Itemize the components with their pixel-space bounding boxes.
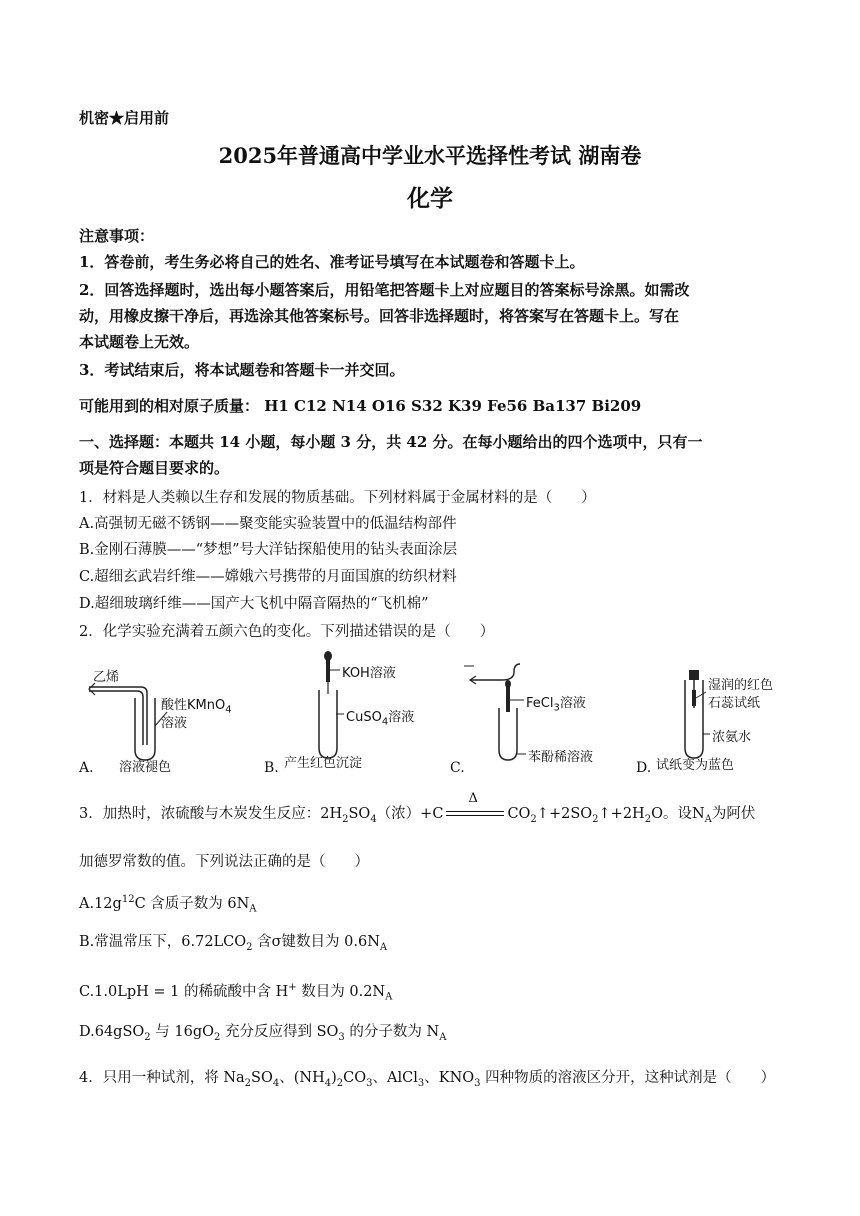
q3-option-a: $A.12g^{12}C$ 含质子数为 $6N_A$ [79, 894, 257, 915]
fig-a-reagent-label-2: 溶液 [161, 716, 188, 731]
reaction-arrow [446, 791, 504, 821]
notice-item-2-cont: 动，用橡皮擦干净后，再选涂其他答案标号。回答非选择题时，将答案写在答题卡上。写在 [79, 307, 680, 325]
q1-option-c: C.超细玄武岩纤维——嫦娥六号携带的月面国旗的纺织材料 [79, 569, 457, 585]
subject-title: 化学 [407, 185, 453, 212]
q3-option-c: C.1.0LpH = 1 的稀硫酸中含 H+ 数目为 $0.2N_A$ [79, 982, 393, 1003]
q1-option-b: B.金刚石薄膜——“梦想”号大洋钻探船使用的钻头表面涂层 [79, 542, 458, 558]
fig-b-result-label: 产生红色沉淀 [284, 756, 363, 771]
fig-c-phenol-label: 苯酚稀溶液 [528, 750, 594, 765]
notice-item-2: 2．回答选择题时，选出每小题答案后，用铅笔把答题卡上对应题目的答案标号涂黑。如需改 [79, 281, 690, 299]
q2-stem: 2．化学实验充满着五颜六色的变化。下列描述错误的是（ ） [79, 624, 495, 640]
q4-stem: 4．只用一种试剂，将 $Na_2SO_4$、$(NH_4)_2CO_3$、AlCl$_3$、$KNO_3$ 四种物质的溶液区分开，这种试剂是（ ） [79, 1070, 776, 1089]
q2-figure-d [636, 650, 806, 780]
q2-figure-b [264, 650, 444, 780]
section-heading: 一、选择题：本题共 14 小题，每小题 3 分，共 42 分。在每小题给出的四个选项中，只有一 [79, 433, 703, 451]
q1-option-a: A.高强韧无磁不锈钢——聚变能实验装置中的低温结构部件 [79, 516, 457, 532]
q3-option-b: B.常温常压下，$6.72LCO_2$ 含σ键数目为 $0.6N_A$ [79, 934, 388, 953]
fig-a-reagent-label: 酸性KMnO$_4$ [161, 698, 232, 716]
fig-b-koh-label: KOH溶液 [342, 666, 396, 681]
fig-d-ammonia-label: 浓氨水 [712, 730, 752, 745]
exam-title: 2025年普通高中学业水平选择性考试 湖南卷 [218, 143, 642, 168]
fig-d-paper-label: 湿润的红色 [708, 678, 774, 693]
confidential-mark: 机密★启用前 [79, 109, 170, 127]
atomic-masses: 可能用到的相对原子质量： H1 C12 N14 O16 S32 K39 Fe56 Ba137 Bi209 [79, 397, 642, 415]
q3-option-d: D.64gSO$_2$ 与 $16gO_2$ 充分反应得到 $SO_3$ 的分子数为 $N_A$ [79, 1024, 447, 1043]
notice-item-1: 1．答卷前，考生务必将自己的姓名、准考证号填写在本试题卷和答题卡上。 [79, 253, 585, 271]
fig-c-fecl3-label: FeCl$_3$溶液 [526, 696, 586, 714]
q3-stem-cont: 加德罗常数的值。下列说法正确的是（ ） [79, 854, 369, 870]
fig-b-letter: B. [264, 760, 279, 776]
fig-d-paper-label-2: 石蕊试纸 [708, 696, 761, 711]
q2-figure-c [450, 650, 640, 780]
section-heading-cont: 项是符合题目要求的。 [79, 459, 230, 477]
fig-a-gas-label: 乙烯 [93, 670, 120, 685]
q2-figure-a [79, 650, 249, 780]
fig-c-letter: C. [450, 760, 465, 776]
q1-option-d: D.超细玻璃纤维——国产大飞机中隔音隔热的“飞机棉” [79, 596, 429, 612]
q3-stem: 3．加热时，浓硫酸与木炭发生反应：$2H_2SO_4$（浓）+C Δ $CO_2↑+2SO_2↑+2H_2O$。设$N_A$为阿伏 [79, 791, 756, 825]
fig-a-letter: A. [79, 760, 94, 776]
q1-stem: 1．材料是人类赖以生存和发展的物质基础。下列材料属于金属材料的是（ ） [79, 490, 596, 506]
fig-d-letter: D. [636, 760, 652, 776]
fig-a-result-label: 溶液褪色 [119, 760, 172, 775]
notice-item-2-end: 本试题卷上无效。 [79, 333, 200, 351]
fig-d-result-label: 试纸变为蓝色 [656, 758, 735, 773]
notice-heading: 注意事项： [79, 227, 155, 245]
fig-b-cuso4-label: CuSO$_4$溶液 [346, 710, 415, 728]
heat-condition: Δ [468, 791, 478, 806]
notice-item-3: 3．考试结束后，将本试题卷和答题卡一并交回。 [79, 361, 405, 379]
